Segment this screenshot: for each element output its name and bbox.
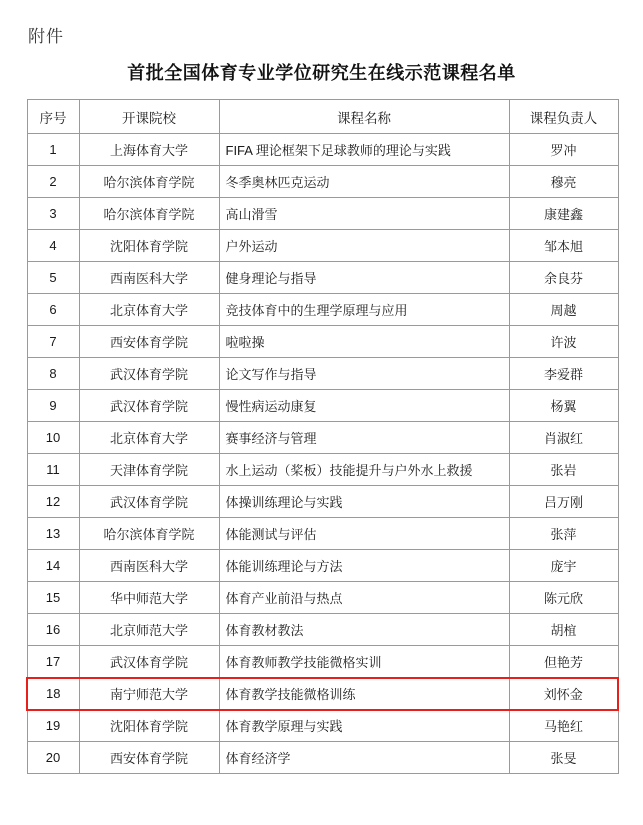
cell-school: 华中师范大学 bbox=[79, 582, 219, 614]
table-row bbox=[27, 230, 618, 262]
cell-school: 武汉体育学院 bbox=[79, 646, 219, 678]
cell-course: 赛事经济与管理 bbox=[219, 422, 509, 454]
course-list-table bbox=[26, 99, 619, 774]
cell-owner: 但艳芳 bbox=[509, 646, 618, 678]
cell-owner: 刘怀金 bbox=[509, 678, 618, 710]
cell-course: 竞技体育中的生理学原理与应用 bbox=[219, 294, 509, 326]
column-header-index: 序号 bbox=[27, 100, 79, 134]
cell-index: 17 bbox=[27, 646, 79, 678]
cell-index: 16 bbox=[27, 614, 79, 646]
table-row bbox=[27, 582, 618, 614]
cell-owner: 庞宇 bbox=[509, 550, 618, 582]
cell-course: 体操训练理论与实践 bbox=[219, 486, 509, 518]
table-row bbox=[27, 646, 618, 678]
cell-owner: 张旻 bbox=[509, 742, 618, 774]
cell-school: 天津体育学院 bbox=[79, 454, 219, 486]
cell-index: 12 bbox=[27, 486, 79, 518]
cell-owner: 穆亮 bbox=[509, 166, 618, 198]
cell-owner: 陈元欣 bbox=[509, 582, 618, 614]
cell-school: 武汉体育学院 bbox=[79, 486, 219, 518]
cell-course: 体育经济学 bbox=[219, 742, 509, 774]
attachment-label: 附件 bbox=[28, 27, 64, 46]
cell-index: 6 bbox=[27, 294, 79, 326]
table-row bbox=[27, 294, 618, 326]
cell-index: 15 bbox=[27, 582, 79, 614]
cell-owner: 杨翼 bbox=[509, 390, 618, 422]
table-row bbox=[27, 326, 618, 358]
cell-index: 18 bbox=[27, 678, 79, 710]
cell-course: 体育产业前沿与热点 bbox=[219, 582, 509, 614]
cell-course: 体能训练理论与方法 bbox=[219, 550, 509, 582]
cell-owner: 肖淑红 bbox=[509, 422, 618, 454]
table-row bbox=[27, 710, 618, 742]
cell-index: 9 bbox=[27, 390, 79, 422]
table-row bbox=[27, 454, 618, 486]
cell-course: 体育教材教法 bbox=[219, 614, 509, 646]
cell-index: 5 bbox=[27, 262, 79, 294]
cell-school: 西南医科大学 bbox=[79, 550, 219, 582]
cell-course: 体育教师教学技能微格实训 bbox=[219, 646, 509, 678]
table-row bbox=[27, 614, 618, 646]
cell-school: 武汉体育学院 bbox=[79, 358, 219, 390]
cell-owner: 李爱群 bbox=[509, 358, 618, 390]
cell-school: 西南医科大学 bbox=[79, 262, 219, 294]
table-row bbox=[27, 198, 618, 230]
cell-school: 北京师范大学 bbox=[79, 614, 219, 646]
cell-owner: 张萍 bbox=[509, 518, 618, 550]
cell-index: 1 bbox=[27, 134, 79, 166]
cell-index: 13 bbox=[27, 518, 79, 550]
cell-owner: 康建鑫 bbox=[509, 198, 618, 230]
cell-index: 2 bbox=[27, 166, 79, 198]
cell-owner: 余良芬 bbox=[509, 262, 618, 294]
cell-index: 8 bbox=[27, 358, 79, 390]
table-body bbox=[27, 134, 618, 774]
cell-course: 冬季奥林匹克运动 bbox=[219, 166, 509, 198]
cell-owner: 邹本旭 bbox=[509, 230, 618, 262]
cell-school: 北京体育大学 bbox=[79, 294, 219, 326]
cell-school: 上海体育大学 bbox=[79, 134, 219, 166]
cell-index: 3 bbox=[27, 198, 79, 230]
table-header-row bbox=[27, 100, 618, 134]
cell-index: 20 bbox=[27, 742, 79, 774]
cell-school: 西安体育学院 bbox=[79, 326, 219, 358]
cell-course: 体育教学技能微格训练 bbox=[219, 678, 509, 710]
cell-course: 慢性病运动康复 bbox=[219, 390, 509, 422]
table-row bbox=[27, 742, 618, 774]
column-header-school: 开课院校 bbox=[79, 100, 219, 134]
cell-owner: 张岩 bbox=[509, 454, 618, 486]
cell-course: 论文写作与指导 bbox=[219, 358, 509, 390]
cell-course: FIFA 理论框架下足球教师的理论与实践 bbox=[219, 134, 509, 166]
table-row bbox=[27, 422, 618, 454]
cell-course: 体育教学原理与实践 bbox=[219, 710, 509, 742]
table-row bbox=[27, 550, 618, 582]
cell-owner: 罗冲 bbox=[509, 134, 618, 166]
table-row bbox=[27, 134, 618, 166]
page-title: 首批全国体育专业学位研究生在线示范课程名单 bbox=[127, 63, 516, 83]
cell-course: 啦啦操 bbox=[219, 326, 509, 358]
cell-index: 7 bbox=[27, 326, 79, 358]
table-row bbox=[27, 486, 618, 518]
cell-course: 水上运动（桨板）技能提升与户外水上救援 bbox=[219, 454, 509, 486]
cell-owner: 吕万刚 bbox=[509, 486, 618, 518]
cell-school: 哈尔滨体育学院 bbox=[79, 198, 219, 230]
cell-school: 南宁师范大学 bbox=[79, 678, 219, 710]
cell-course: 体能测试与评估 bbox=[219, 518, 509, 550]
cell-index: 10 bbox=[27, 422, 79, 454]
cell-course: 健身理论与指导 bbox=[219, 262, 509, 294]
cell-school: 哈尔滨体育学院 bbox=[79, 518, 219, 550]
table-row bbox=[27, 678, 618, 710]
cell-owner: 许波 bbox=[509, 326, 618, 358]
column-header-owner: 课程负责人 bbox=[509, 100, 618, 134]
cell-index: 4 bbox=[27, 230, 79, 262]
table-row bbox=[27, 518, 618, 550]
cell-school: 武汉体育学院 bbox=[79, 390, 219, 422]
column-header-course: 课程名称 bbox=[219, 100, 509, 134]
cell-school: 哈尔滨体育学院 bbox=[79, 166, 219, 198]
cell-school: 沈阳体育学院 bbox=[79, 230, 219, 262]
table-row bbox=[27, 166, 618, 198]
table-row bbox=[27, 358, 618, 390]
cell-course: 高山滑雪 bbox=[219, 198, 509, 230]
cell-index: 19 bbox=[27, 710, 79, 742]
cell-owner: 胡椬 bbox=[509, 614, 618, 646]
cell-owner: 马艳红 bbox=[509, 710, 618, 742]
cell-owner: 周越 bbox=[509, 294, 618, 326]
cell-index: 14 bbox=[27, 550, 79, 582]
cell-school: 沈阳体育学院 bbox=[79, 710, 219, 742]
cell-index: 11 bbox=[27, 454, 79, 486]
cell-course: 户外运动 bbox=[219, 230, 509, 262]
table-header bbox=[27, 100, 618, 134]
cell-school: 西安体育学院 bbox=[79, 742, 219, 774]
cell-school: 北京体育大学 bbox=[79, 422, 219, 454]
table-row bbox=[27, 262, 618, 294]
table-row bbox=[27, 390, 618, 422]
